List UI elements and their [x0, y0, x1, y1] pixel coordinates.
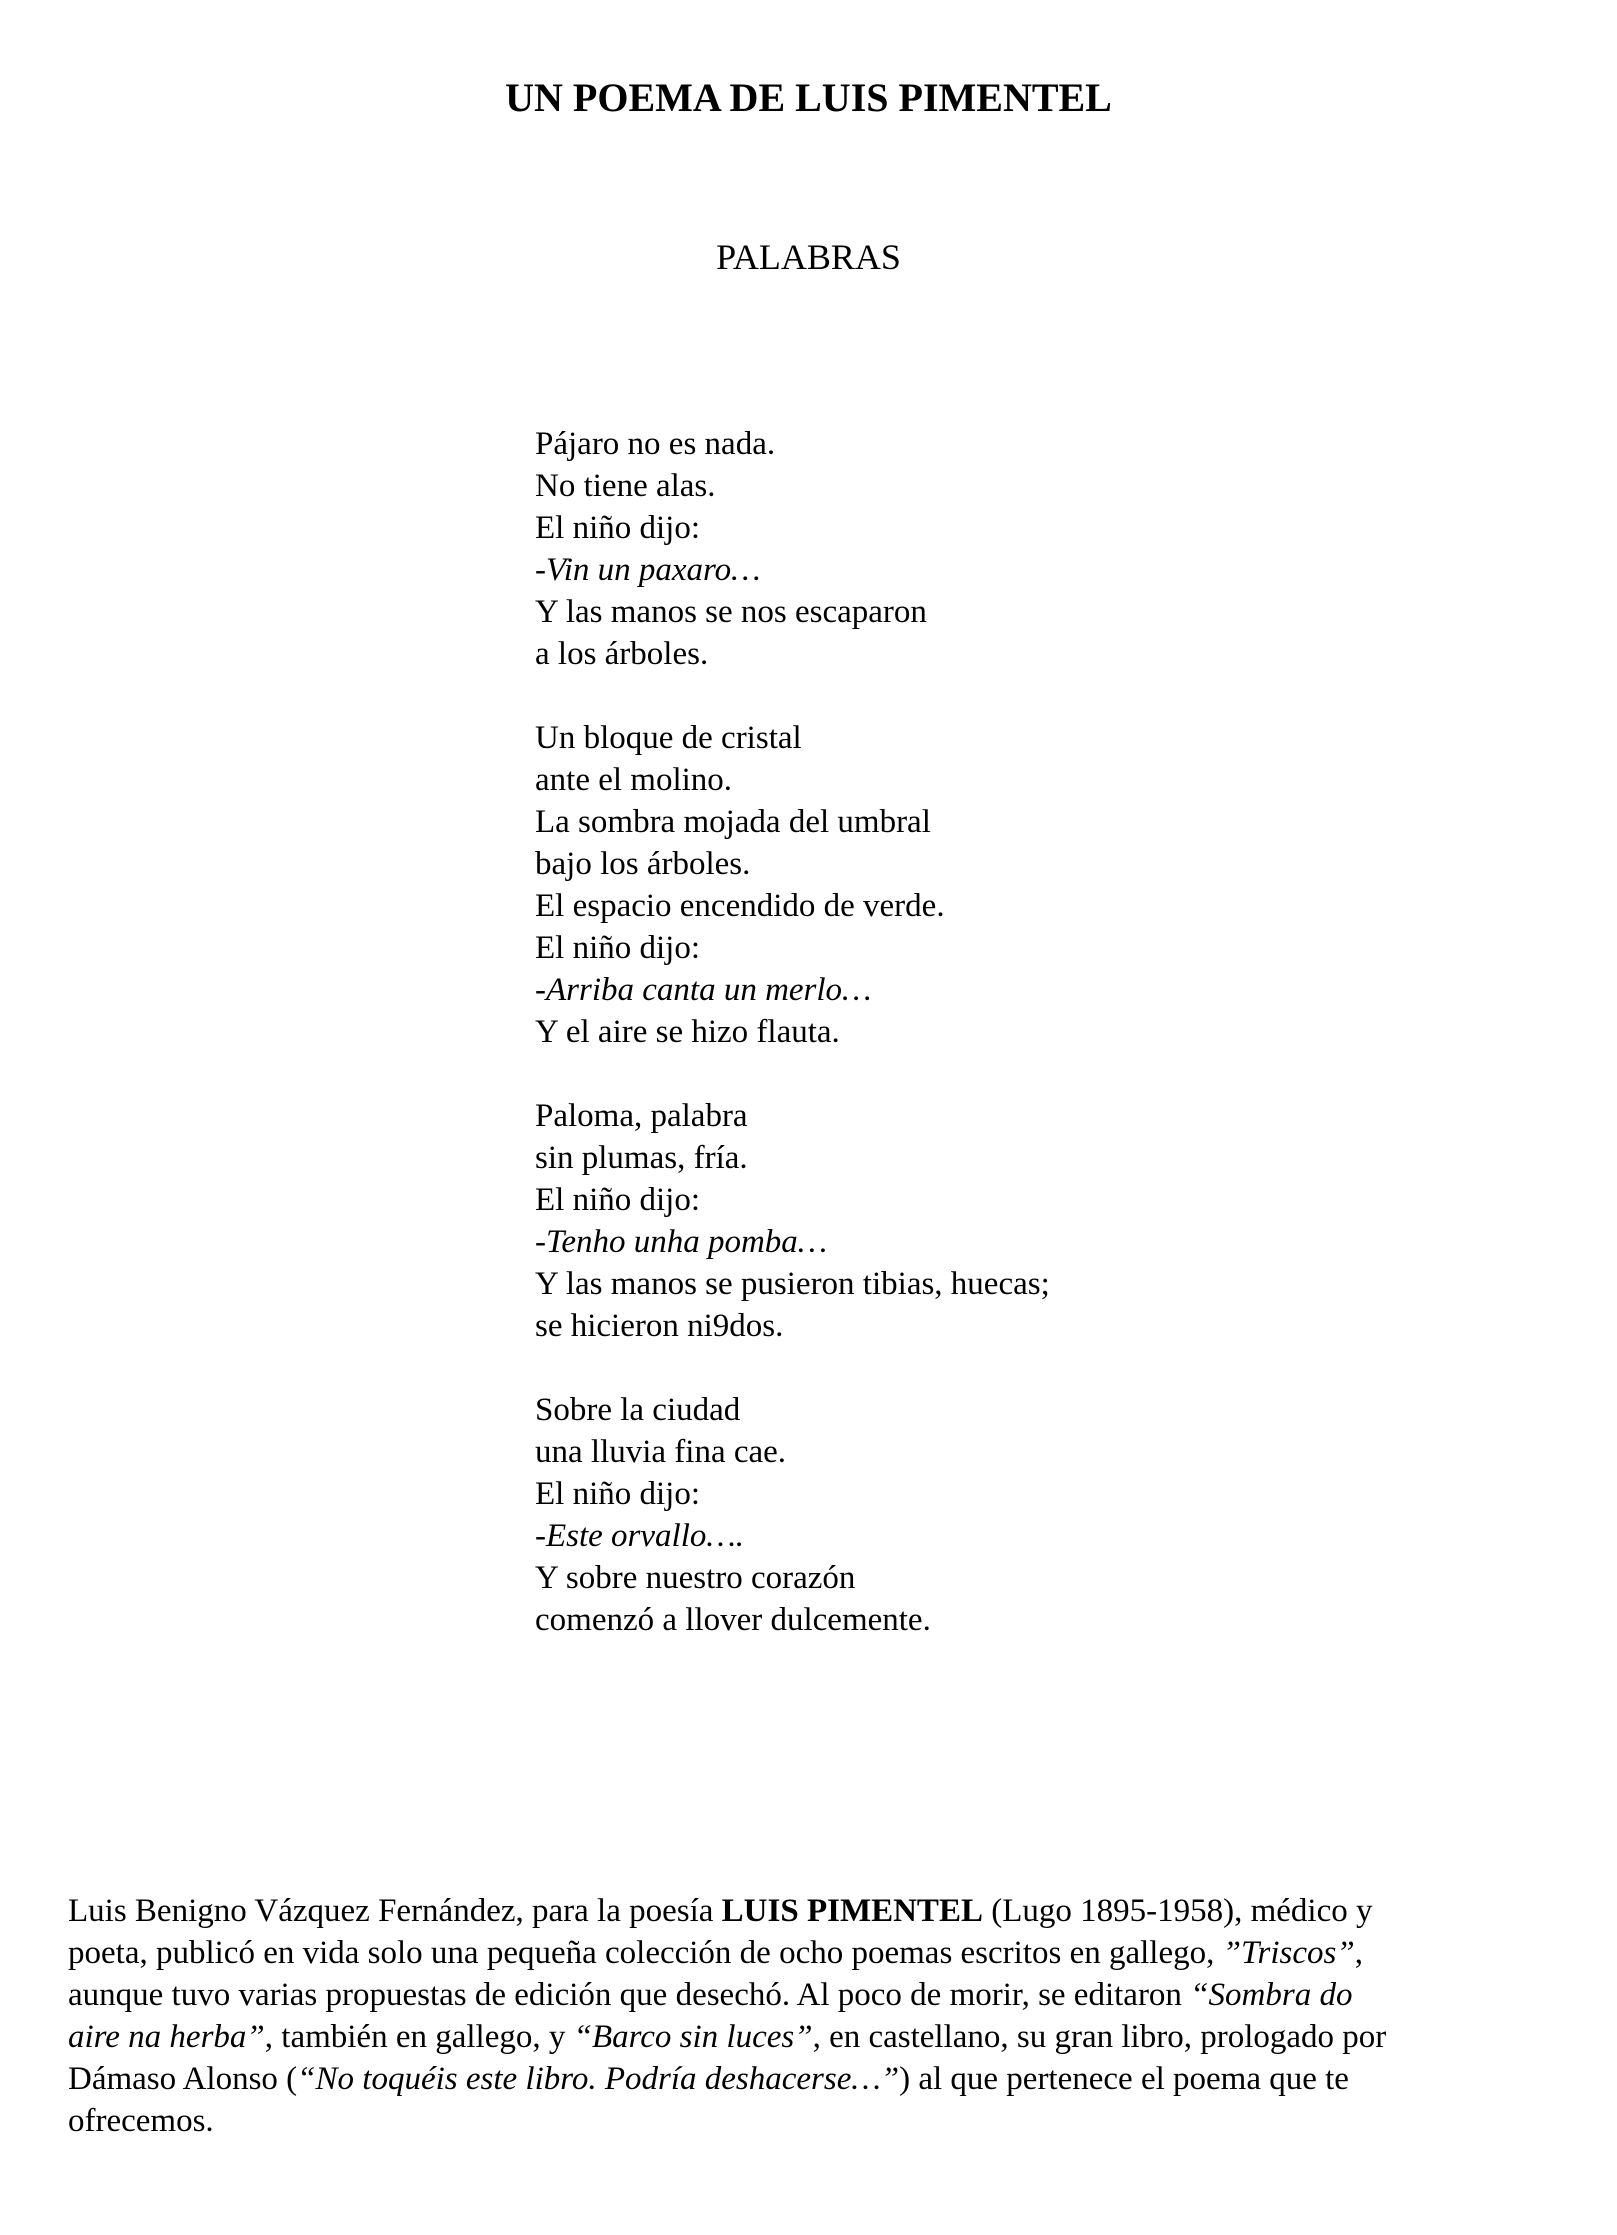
italic-text-segment: “No toquéis este libro. Podría deshacerse…” [297, 2061, 900, 2097]
poem-body [535, 423, 1050, 1641]
text-segment: , en castellano, su gran libro, prologado por [812, 2019, 1387, 2055]
poem-line: -Arriba canta un merlo… [535, 972, 872, 1008]
poem-line: Y sobre nuestro corazón [535, 1560, 856, 1596]
text-segment: ) al que pertenece el poema que te [899, 2061, 1349, 2097]
text-segment: Luis Benigno Vázquez Fernández, para la poesía [68, 1893, 722, 1929]
biography-line [68, 2016, 1573, 2058]
poem-line: -Este orvallo…. [535, 1518, 744, 1554]
italic-text-segment: ”Triscos” [1222, 1935, 1355, 1971]
text-segment: , también en gallego, y [264, 2019, 574, 2055]
poem-line: Sobre la ciudad [535, 1392, 741, 1428]
poem-stanza-4 [535, 1389, 1050, 1641]
italic-text-segment: “Barco sin luces” [573, 2019, 813, 2055]
italic-text-segment: aire na herba” [68, 2019, 265, 2055]
poem-line: una lluvia fina cae. [535, 1434, 787, 1470]
poem-line: El niño dijo: [535, 1182, 700, 1218]
poem-line: Pájaro no es nada. [535, 426, 776, 462]
poem-line: Y las manos se pusieron tibias, huecas; [535, 1266, 1050, 1302]
poem-line: -Vin un paxaro… [535, 552, 761, 588]
biography-line [68, 1974, 1573, 2016]
poem-line: sin plumas, fría. [535, 1140, 748, 1176]
biography-paragraph [68, 1890, 1573, 2142]
poem-line: La sombra mojada del umbral [535, 804, 931, 840]
biography-line [68, 1932, 1573, 1974]
poem-stanza-2 [535, 717, 1050, 1053]
poem-stanza-3 [535, 1095, 1050, 1347]
bold-text-segment: LUIS PIMENTEL [721, 1893, 983, 1929]
poem-line: Y el aire se hizo flauta. [535, 1014, 840, 1050]
poem-stanza-1 [535, 423, 1050, 675]
italic-text-segment: “Sombra do [1190, 1977, 1353, 2013]
poem-line: se hicieron ni9dos. [535, 1308, 784, 1344]
text-segment: ofrecemos. [68, 2103, 214, 2139]
poem-title: PALABRAS [716, 237, 901, 277]
poem-line: comenzó a llover dulcemente. [535, 1602, 931, 1638]
text-segment: aunque tuvo varias propuestas de edición que desechó. Al poco de morir, se editaron [68, 1977, 1191, 2013]
poem-line: Paloma, palabra [535, 1098, 748, 1134]
text-segment: (Lugo 1895-1958), médico y [982, 1893, 1373, 1929]
poem-line: El niño dijo: [535, 1476, 700, 1512]
document-title: UN POEMA DE LUIS PIMENTEL [505, 75, 1112, 120]
poem-line: No tiene alas. [535, 468, 716, 504]
text-segment: poeta, publicó en vida solo una pequeña colección de ocho poemas escritos en gallego, [68, 1935, 1223, 1971]
poem-line: Un bloque de cristal [535, 720, 802, 756]
text-segment: Dámaso Alonso ( [68, 2061, 298, 2097]
text-segment: , [1354, 1935, 1363, 1971]
poem-line: El niño dijo: [535, 510, 700, 546]
poem-line: Y las manos se nos escaparon [535, 594, 927, 630]
poem-line: bajo los árboles. [535, 846, 751, 882]
poem-line: a los árboles. [535, 636, 709, 672]
poem-line: ante el molino. [535, 762, 733, 798]
poem-line: El espacio encendido de verde. [535, 888, 945, 924]
poem-line: El niño dijo: [535, 930, 700, 966]
poem-line: -Tenho unha pomba… [535, 1224, 828, 1260]
biography-line [68, 1890, 1573, 1932]
biography-line [68, 2100, 1573, 2142]
biography-line [68, 2058, 1573, 2100]
